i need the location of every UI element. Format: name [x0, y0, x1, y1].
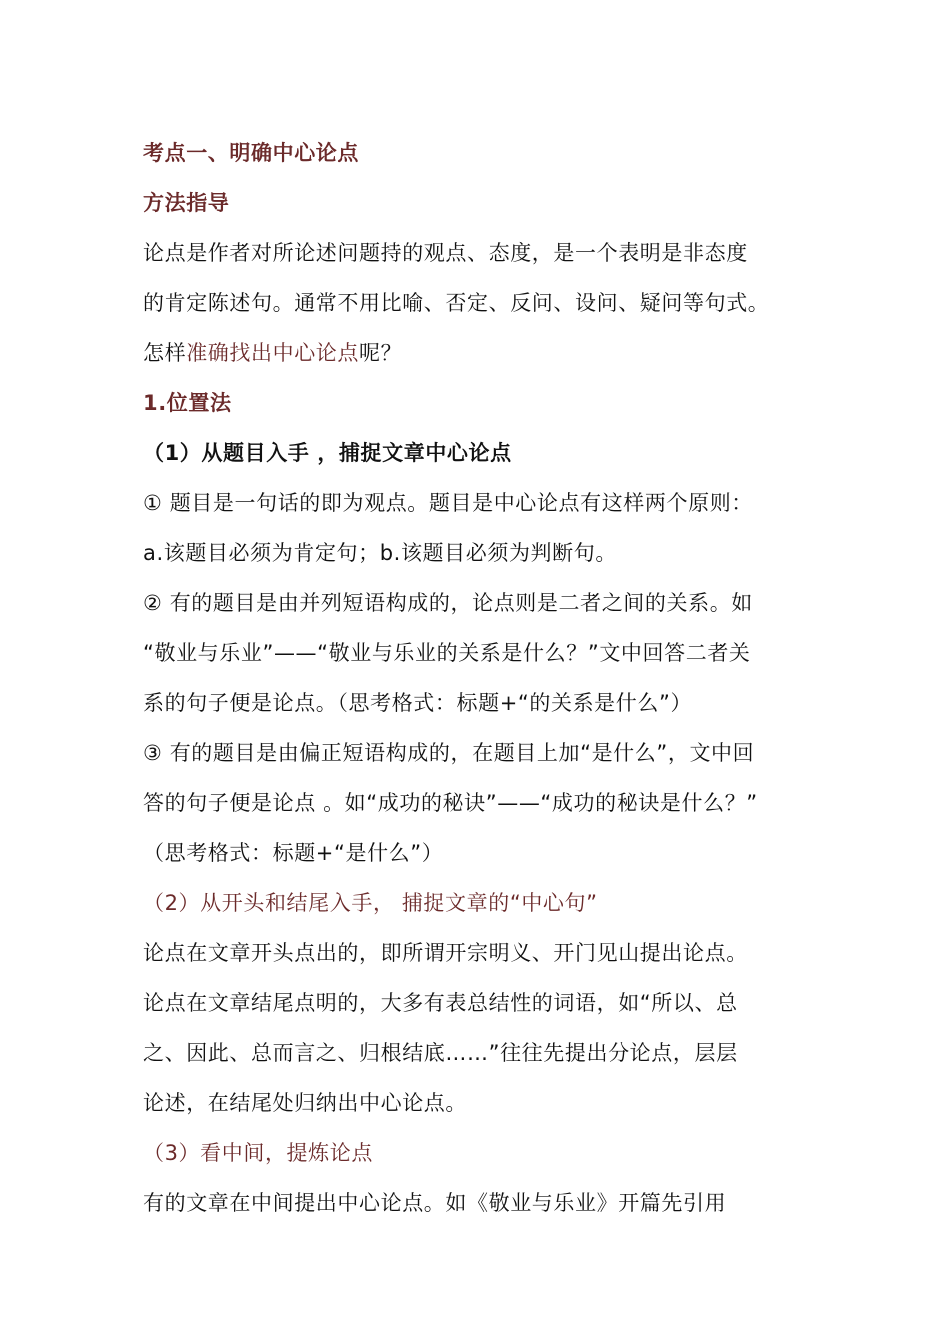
- point-1-line-1: ① 题目是一句话的即为观点。题目是中心论点有这样两个原则：: [143, 491, 753, 515]
- sub-2-line-4: 论述，在结尾处归纳出中心论点。: [143, 1091, 467, 1115]
- method-1-sub-1-title: （1）从题目入手 ，捕捉文章中心论点: [143, 441, 512, 465]
- point-2-line-3: 系的句子便是论点。（思考格式：标题+“的关系是什么”）: [143, 691, 693, 715]
- point-3-line-3: （思考格式：标题+“是什么”）: [143, 841, 444, 865]
- sub-3-line-1: 有的文章在中间提出中心论点。如《敬业与乐业》开篇先引用: [143, 1191, 727, 1215]
- point-3-line-2: 答的句子便是论点 。如“成功的秘诀”——“成功的秘诀是什么？”: [143, 791, 758, 815]
- method-1-title: 1.位置法: [143, 391, 232, 415]
- sub-2-line-2: 论点在文章结尾点明的，大多有表总结性的词语，如“所以、总: [143, 991, 738, 1015]
- intro-line-1: 论点是作者对所论述问题持的观点、态度，是一个表明是非态度: [143, 241, 748, 265]
- document-page: [143, 128, 833, 1228]
- point-3-line-1: ③ 有的题目是由偏正短语构成的，在题目上加“是什么”，文中回: [143, 741, 755, 765]
- sub-2-line-1: 论点在文章开头点出的，即所谓开宗明义、开门见山提出论点。: [143, 941, 748, 965]
- point-2-line-1: ② 有的题目是由并列短语构成的，论点则是二者之间的关系。如: [143, 591, 753, 615]
- intro-line-3: [143, 328, 833, 378]
- method-1-sub-2-title: （2）从开头和结尾入手， 捕捉文章的“中心句”: [143, 891, 598, 915]
- point-1-line-2: a.该题目必须为肯定句；b.该题目必须为判断句。: [143, 541, 617, 565]
- intro-line-2: 的肯定陈述句。通常不用比喻、否定、反问、设问、疑问等句式。: [143, 291, 770, 315]
- section-subtitle: 方法指导: [143, 191, 230, 215]
- intro-line-3-prefix: 怎样: [143, 341, 187, 365]
- point-2-line-2: “敬业与乐业”——“敬业与乐业的关系是什么？”文中回答二者关: [143, 641, 751, 665]
- section-title: 考点一、明确中心论点: [143, 141, 359, 165]
- intro-highlight: 准确找出中心论点: [186, 341, 360, 365]
- intro-line-3-suffix: 呢？: [359, 341, 403, 365]
- sub-2-line-3: 之、因此、总而言之、归根结底……”往往先提出分论点，层层: [143, 1041, 738, 1065]
- method-1-sub-3-title: （3）看中间，提炼论点: [143, 1141, 373, 1165]
